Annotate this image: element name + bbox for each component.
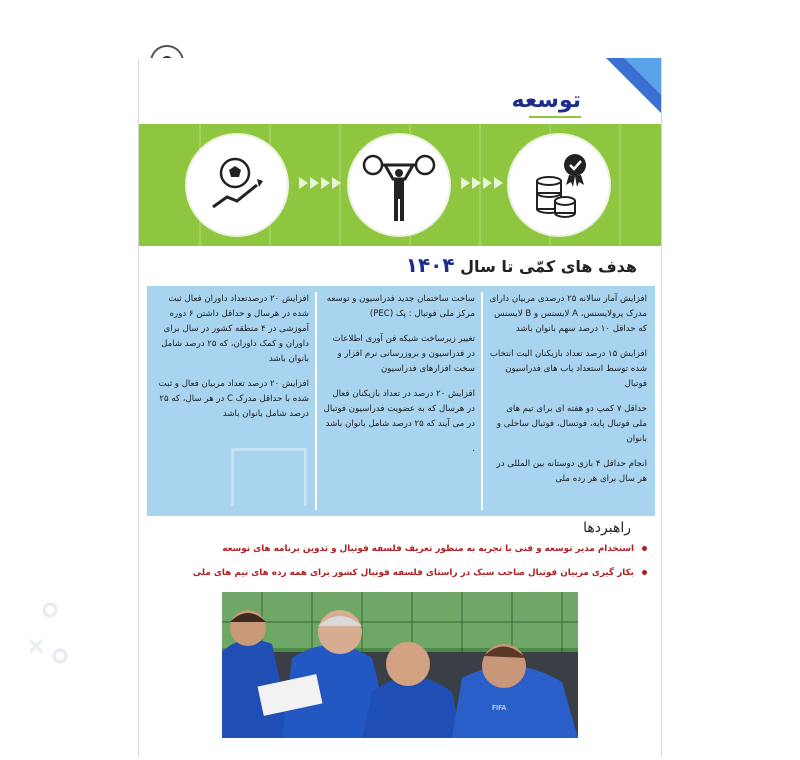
column-divider — [481, 292, 483, 510]
goal-item: افزایش ۲۰ درصد در تعداد بازیکنان فعال در هرسال که به عضویت فدراسیون فوتبال در می آیند که ۲۵ درصد شامل بانوان باشد — [323, 389, 475, 429]
goal-item: افزایش ۲۰ درصد تعداد مربیان فعال و ثبت شده با حداقل مدرک C در هر سال، که ۲۵ درصد شامل بانوان باشد — [158, 379, 309, 419]
goal-item: افزایش ۲۰ درصدتعداد داوران فعال ثبت شده در هرسال و حداقل داشتن ۶ دوره آموزشی در ۴ منطقه کشور در سال برای داوران و کمک داوران، که ۲۵ درصد شامل بانوان باشد — [161, 294, 309, 364]
tactics-board-decoration — [20, 570, 80, 670]
goals-heading-text: هدف های کمّی تا سال — [460, 257, 637, 276]
icon-banner — [139, 124, 662, 246]
strategies-heading: راهبردها — [583, 520, 631, 536]
title-underline — [529, 116, 581, 118]
goals-heading-year: ۱۴۰۴ — [405, 253, 455, 277]
column-divider — [315, 292, 317, 510]
goal-item: ساخت ساختمان جدید فدراسیون و توسعه مرکز ملی فوتبال : پک (PEC) — [326, 294, 475, 319]
strategy-text: بکار گیری مربیان فوتبال صاحب سبک در راستای فلسفه فوتبال کشور برای همه رده های تیم های ملی — [192, 568, 634, 578]
photo-jersey-text: FIFA — [492, 704, 507, 712]
page-title: توسعه — [511, 88, 581, 113]
goals-column-middle — [323, 292, 475, 510]
goal-item: تغییر زیرساخت شبکه فن آوری اطلاعات در فدراسیون و بروزرسانی نرم افزار و سخت افزارهای فدراسیون — [332, 334, 475, 374]
bullet-icon — [642, 546, 647, 551]
goal-item: . — [472, 444, 475, 454]
goals-column-left — [155, 292, 309, 510]
flow-arrows-right — [461, 177, 503, 189]
weightlifter-footballs-icon — [347, 133, 451, 237]
goals-column-right — [489, 292, 647, 510]
strategy-text: استخدام مدیر توسعه و فنی با تجربه به منظور تعریف فلسفه فوتبال و تدوین برنامه های توسعه — [222, 544, 634, 554]
quantitative-goals-box — [147, 286, 655, 516]
goal-item: حداقل ۷ کمپ دو هفته ای برای تیم های ملی فوتبال پایه، فوتسال، فوتبال ساحلی و بانوان — [496, 404, 647, 444]
goal-item: افزایش ۱۵ درصد تعداد بازیکنان الیت انتخاب شده توسط استعداد یاب های فدراسیون فوتبال — [489, 349, 647, 389]
flow-arrows-left — [299, 177, 341, 189]
goal-item: انجام حداقل ۴ بازی دوستانه بین المللی در هر سال برای هر رده ملی — [496, 459, 647, 484]
coaches-photo — [222, 592, 578, 738]
football-growth-chart-icon — [185, 133, 289, 237]
strategy-item — [193, 568, 647, 578]
corner-ribbon-decoration — [606, 58, 662, 114]
document-page — [138, 58, 662, 758]
goal-item: افزایش آمار سالانه ۲۵ درصدی مربیان دارای مدرک پرولایسنس، A لایسنس و B لایسنس که حداقل ۱۰ درصد سهم بانوان باشد — [489, 294, 647, 334]
strategy-item — [222, 544, 647, 554]
bullet-icon — [642, 570, 647, 575]
goals-heading — [406, 253, 637, 277]
coins-badge-icon — [507, 133, 611, 237]
